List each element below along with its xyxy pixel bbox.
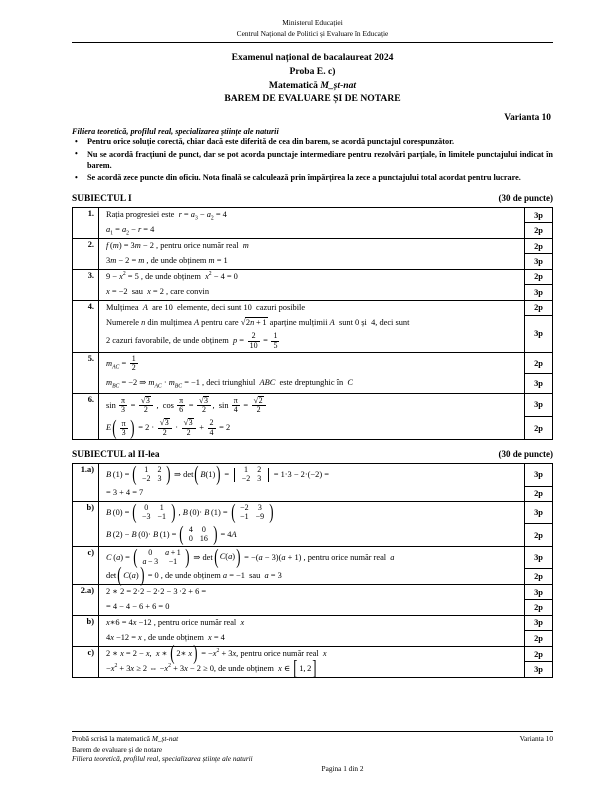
proba-label: Proba E. c) (289, 66, 336, 78)
subject-1-title: SUBIECTUL I (72, 194, 132, 205)
item-number: 2. (73, 238, 99, 269)
footer-page-number: Pagina 1 din 2 (321, 764, 364, 773)
ministry-block (72, 18, 553, 39)
table-row (73, 615, 553, 630)
item-number: 4. (73, 300, 99, 352)
footer-varianta: Varianta 10 (519, 734, 553, 744)
subject-1-table (72, 207, 553, 440)
page-header (72, 18, 553, 123)
varianta-label: Varianta 10 (504, 112, 551, 123)
item-solution-line: det ( ) C(a) = 0 , de unde obținem a = −1 sau a = 3 (99, 569, 525, 585)
table-row (73, 662, 553, 678)
item-solution-line: B (2) − B (0)· B (1) = ( ) 4 0 0 16 = 4A (99, 524, 525, 546)
item-number: 2.a) (73, 584, 99, 615)
points-cell: 3p (525, 502, 553, 524)
item-solution-line: x = −2 sau x = 2 , care convin (99, 285, 525, 300)
item-number: b) (73, 615, 99, 646)
points-cell: 2p (525, 631, 553, 646)
table-row (73, 238, 553, 253)
item-solution-line: E ( ) $\frac{\pi}{3}$ = 2 · $\frac{√3}{2}$ · $\frac{√3}{2}$ + $\frac{2}{4}$ = 2 (99, 416, 525, 439)
table-row (73, 569, 553, 585)
points-cell: 3p (525, 254, 553, 269)
points-cell: 2p (525, 416, 553, 439)
item-number: 5. (73, 352, 99, 393)
item-solution-line: = 3 + 4 = 7 (99, 486, 525, 501)
points-cell: 2p (525, 646, 553, 662)
subject-1-points: (30 de puncte) (498, 193, 553, 204)
item-solution-line: 3m − 2 = m , de unde obținem m = 1 (99, 254, 525, 269)
points-cell: 3p (525, 662, 553, 678)
points-cell: 2p (525, 300, 553, 315)
item-solution-line: Numerele n din mulțimea A pentru care √2n + 1 aparține mulțimii A sunt 0 și 4, deci sunt 2 cazuri favorabile, de unde obținem p = $\frac{2}{10}$ = $\frac{1}{5}$ (99, 315, 525, 352)
table-row (73, 285, 553, 300)
footer-divider (72, 731, 553, 732)
points-cell: 2p (525, 600, 553, 615)
table-row (73, 416, 553, 439)
grading-note: • Nu se acordă fracțiuni de punct, dar se pot acorda punctaje intermediare pentru rezolvări parțiale, în limitele punctajului indicat în barem. (72, 150, 553, 172)
item-solution-line: $a_1 = a_2 - r = 4$ (99, 223, 525, 238)
table-row (73, 315, 553, 352)
filiera-line: Filiera teoretică, profilul real, specializarea științe ale naturii (72, 126, 279, 136)
footer-exam-label (72, 734, 178, 745)
subject-prefix: Matematică (268, 79, 321, 91)
subject-code: M_șt-nat (320, 79, 357, 91)
page-footer (72, 731, 553, 773)
item-solution-line: x∗6 = 4x −12 , pentru orice număr real x (99, 615, 525, 630)
header-divider (72, 42, 553, 43)
item-solution-line: $-x^2 + 3x \ge 2$ ⇔ $-x^2 + 3x - 2 \ge 0$, de unde obținem x ∈ [ ] 1, 2 (99, 662, 525, 678)
footer-line-3: Filiera teoretică, profilul real, specializarea științe ale naturii (72, 754, 253, 763)
item-number: b) (73, 502, 99, 547)
points-cell: 3p (525, 374, 553, 393)
table-row (73, 631, 553, 646)
item-solution-line: Mulțimea A are 10 elemente, deci sunt 10 cazuri posibile (99, 300, 525, 315)
points-cell: 2p (525, 486, 553, 501)
table-row (73, 502, 553, 524)
item-number: c) (73, 646, 99, 678)
item-number: 6. (73, 393, 99, 439)
item-solution-line: $9 - x^2 = 5$ , de unde obținem $x^2 - 4 = 0$ (99, 269, 525, 284)
table-row (73, 254, 553, 269)
table-row (73, 524, 553, 546)
item-solution-line: 2 ∗ x = 2 − x, x ∗ ( ) 2∗ $x = -x^2 + 3x$, pentru orice număr real x (99, 646, 525, 662)
item-solution-line: B (0) = ( ) 0 1 −3 −1 , B (0)· B (1) = ( ) −2 3 −1 −9 (99, 502, 525, 524)
item-solution-line: C (a) = ( ) 0 a + 1 a − 3 −1 ⇒ det ( ) C(a) = −(a − 3)(a + 1) , pentru orice număr real a (99, 546, 525, 568)
grading-notes-list (72, 137, 553, 184)
points-cell: 2p (525, 269, 553, 284)
subject-1-heading (72, 193, 553, 204)
item-solution-line: $m_{AC}$ = $\frac{1}{2}$ (99, 352, 525, 374)
item-solution-line: $m_{BC} = -2$ ⇒ $m_{AC} \cdot m_{BC} = -1$ , deci triunghiul ABC este dreptunghic în C (99, 374, 525, 393)
item-solution-line: 4x −12 = x , de unde obținem x = 4 (99, 631, 525, 646)
points-cell: 2p (525, 238, 553, 253)
item-solution-line: sin $\frac{\pi}{3}$ = $\frac{√3}{2}$ , cos $\frac{\pi}{6}$ = $\frac{√3}{2}$ , sin $\frac{\pi}{4}$ = $\frac{√2}{2}$ (99, 393, 525, 416)
item-solution-line: B (1) = ( ) 1 2 −2 3 ⇒ det ( ) B(1) = 1 2 −2 3 = 1·3 − 2·(−2) = (99, 464, 525, 486)
table-row (73, 374, 553, 393)
item-solution-line: = 4 − 4 − 6 + 6 = 0 (99, 600, 525, 615)
item-solution-line: 2 ∗ 2 = 2·2 − 2·2 − 3 ·2 + 6 = (99, 584, 525, 599)
subject-2-points: (30 de puncte) (498, 449, 553, 460)
table-row (73, 352, 553, 374)
footer-subject-code: M_șt-nat (151, 734, 179, 744)
item-solution-line: Rația progresiei este $r = a_3 - a_2 = 4$ (99, 208, 525, 223)
table-row (73, 464, 553, 486)
points-cell: 2p (525, 569, 553, 585)
exam-title: Examenul național de bacalaureat 2024 (231, 52, 394, 64)
barem-title: BAREM DE EVALUARE ȘI DE NOTARE (224, 93, 401, 105)
table-row (73, 584, 553, 599)
points-cell: 3p (525, 546, 553, 568)
table-row (73, 269, 553, 284)
subject-label (72, 79, 553, 93)
table-row (73, 486, 553, 501)
points-cell: 2p (525, 223, 553, 238)
ministry-line-1: Ministerul Educației (282, 18, 343, 27)
points-cell: 3p (525, 584, 553, 599)
item-number: 3. (73, 269, 99, 300)
footer-line-2: Barem de evaluare și de notare (72, 745, 163, 754)
item-solution-line: f (m) = 3m − 2 , pentru orice număr real m (99, 238, 525, 253)
footer-exam-text: Probă scrisă la matematică (72, 734, 152, 744)
exam-title-block (72, 51, 553, 105)
points-cell: 3p (525, 208, 553, 223)
footer-line-1 (72, 734, 553, 745)
item-number: c) (73, 546, 99, 584)
points-cell: 3p (525, 464, 553, 486)
points-cell: 3p (525, 285, 553, 300)
table-row (73, 600, 553, 615)
points-cell: 3p (525, 315, 553, 352)
table-row (73, 300, 553, 315)
ministry-line-2: Centrul Național de Politici și Evaluare în Educație (236, 28, 389, 38)
table-row (73, 223, 553, 238)
points-cell: 2p (525, 524, 553, 546)
grading-note: • Pentru orice soluție corectă, chiar dacă este diferită de cea din barem, se acordă punctajul corespunzător. (72, 137, 553, 148)
subject-2-title: SUBIECTUL al II-lea (72, 450, 160, 461)
instructions-block (72, 127, 553, 184)
grading-note: • Se acordă zece puncte din oficiu. Nota finală se calculează prin împărțirea la zece a punctajului total acordat pentru lucrare. (72, 173, 553, 184)
points-cell: 3p (525, 393, 553, 416)
points-cell: 2p (525, 352, 553, 374)
item-number: 1.a) (73, 464, 99, 502)
table-row (73, 393, 553, 416)
subject-2-heading (72, 449, 553, 460)
item-number: 1. (73, 208, 99, 239)
table-row (73, 208, 553, 223)
points-cell: 3p (525, 615, 553, 630)
subject-2-table (72, 463, 553, 678)
